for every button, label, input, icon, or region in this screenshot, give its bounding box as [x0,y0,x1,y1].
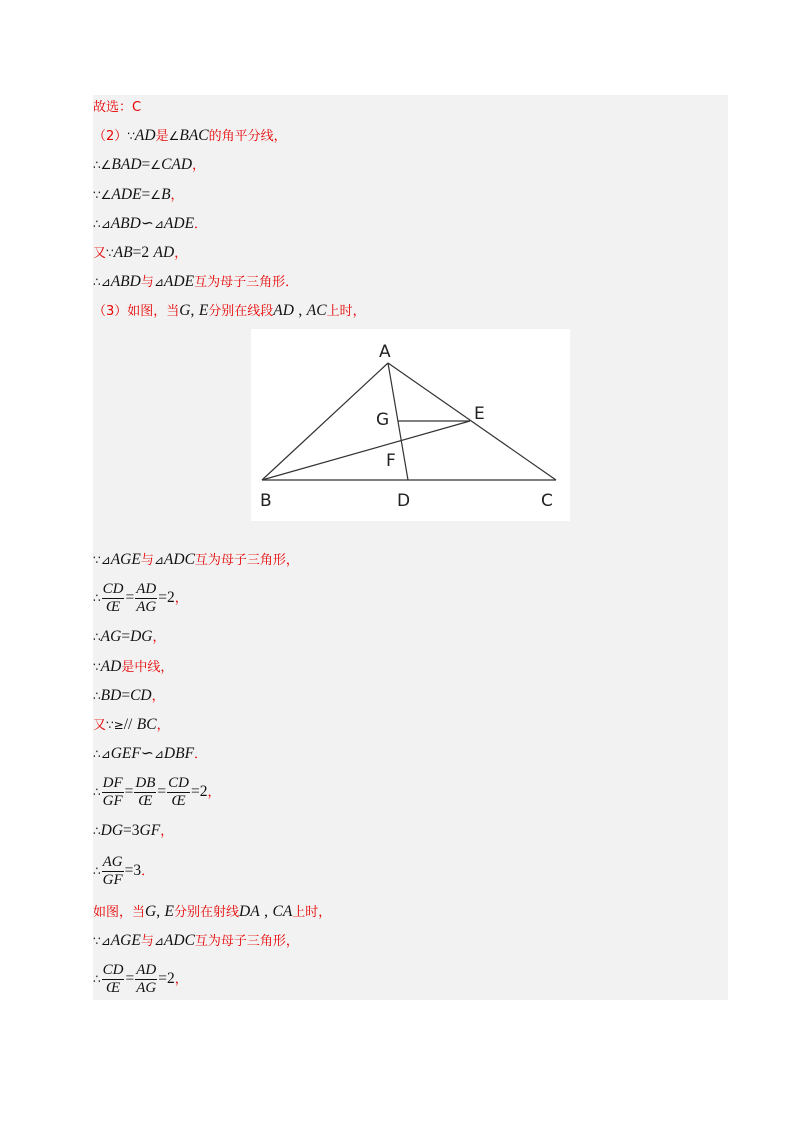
text-fragment: 与 [140,275,154,290]
math-term: GEF [110,745,141,762]
math-term: DBF [163,745,195,762]
proof-line-18 [93,853,154,890]
triangle-symbol: ⊿ [153,747,164,761]
math-term: BAC [179,127,209,144]
text-fragment: 与 [140,553,154,568]
proof-line-17 [93,821,173,842]
math-term: CAD [161,156,193,173]
denominator: AG [136,979,157,996]
proof-line-21 [93,961,188,998]
because-symbol: ∵ [93,188,101,202]
text-fragment: 是中线， [121,660,174,675]
text-fragment: ． [194,217,208,232]
proof-line-5 [93,214,207,235]
text-fragment: ， [152,630,166,645]
math-term: BD [100,687,122,704]
denominator: Œ [171,792,186,809]
math-term: E [164,903,175,920]
fraction [135,962,157,997]
angle-symbol: ∠ [100,188,112,202]
because-symbol: ∵ [93,553,101,567]
because-symbol: ∵ [93,934,101,948]
math-term: ABD [110,273,141,290]
proof-line-8 [93,301,366,322]
triangle-symbol: ⊿ [100,934,111,948]
denominator: Œ [105,979,121,996]
text-fragment: ， [160,824,174,839]
denominator: AG [136,598,157,615]
text-fragment: ， [174,246,188,261]
text-fragment: 的角平分线， [208,129,287,144]
angle-symbol: ∠ [100,158,112,172]
text-fragment: ． [141,864,155,879]
triangle-figure [251,329,570,521]
math-number: =2 [158,970,175,987]
triangle-symbol: ⊿ [153,934,164,948]
similar-symbol: ∽ [140,745,154,762]
label-g: G [376,410,390,430]
math-term: ABD [110,215,141,232]
text-fragment: 互为母子三角形． [194,275,299,290]
math-term: CA [272,903,293,920]
equals-sign: = [121,687,131,704]
fraction [167,775,190,810]
math-term: AD [100,658,122,675]
math-term: BAD [111,156,142,173]
math-number: =2 [190,783,208,800]
therefore-symbol: ∴ [93,972,101,986]
text-fragment: 上时， [292,905,332,920]
text-fragment: ， [207,785,221,800]
math-term: G [179,302,191,319]
numerator: CD [102,961,124,978]
therefore-symbol: ∴ [93,785,101,799]
math-term: AD [273,302,294,319]
text-fragment: 分别在射线 [174,905,240,920]
denominator: GF [102,871,123,888]
proof-line-15 [93,744,207,765]
math-term: AD [134,127,156,144]
text-fragment: ， [151,689,165,704]
text-fragment: ， [174,591,188,606]
math-term: G [145,903,157,920]
math-term: AD [153,244,175,261]
proof-line-13 [93,686,165,707]
equals-sign: = [121,628,131,645]
proof-line-16 [93,774,221,811]
text-fragment: 上时， [326,304,366,319]
comma: , [156,903,161,920]
math-term: AC [306,302,327,319]
text-fragment: ． [194,747,208,762]
denominator: Œ [138,792,153,809]
text-fragment: ， [174,972,188,987]
math-number: =2 [132,244,150,261]
therefore-symbol: ∴ [93,158,101,172]
fraction [102,581,125,616]
math-term: AGE [110,551,141,568]
triangle-symbol: ⊿ [100,553,111,567]
math-number: =2 [158,589,175,606]
proof-line-9 [93,550,299,571]
because-symbol: ∵ [106,246,114,260]
triangle-diagram [251,329,570,521]
equals-sign: = [125,589,135,606]
angle-symbol: ∠ [168,129,180,143]
triangle-symbol: ⊿ [100,747,111,761]
numerator: AG [102,853,123,870]
comma: , [264,903,269,920]
math-term: ADE [111,186,142,203]
therefore-symbol: ∴ [93,824,101,838]
triangle-symbol: ⊿ [100,275,111,289]
because-symbol: ∵ [93,660,101,674]
math-term: ADC [163,551,195,568]
triangle-symbol: ⊿ [100,217,111,231]
text-fragment: 又 [93,246,107,261]
numerator: AD [136,961,157,978]
math-term: ADE [163,215,195,232]
label-a: A [379,342,391,362]
proof-line-20 [93,931,299,952]
text-fragment: ， [170,188,184,203]
math-term: AGE [110,932,141,949]
triangle-symbol: ⊿ [153,275,164,289]
text-fragment: 与 [140,934,154,949]
text-fragment: ， [156,718,170,733]
denominator: GF [102,792,123,809]
denominator: Œ [105,598,121,615]
numerator: AD [136,580,157,597]
math-term: AB [113,244,133,261]
proof-line-11 [93,627,165,648]
label-d: D [397,491,411,511]
label-f: F [386,451,396,471]
equals-sign: = [125,970,135,987]
numerator: DB [135,774,156,791]
equals-sign: = [157,783,167,800]
label-e: E [474,404,485,424]
part-number: （2） [93,129,128,144]
label-c: C [541,491,553,511]
label-b: B [260,491,272,511]
equals-sign: = [124,783,134,800]
triangle-symbol: ⊿ [153,553,164,567]
text-fragment: 如图，当 [93,905,146,920]
proof-line-12 [93,657,173,678]
math-term: ADE [163,273,195,290]
proof-line-4 [93,185,184,206]
math-term: CD [130,687,152,704]
proof-line-14 [93,715,170,736]
text-fragment: 是 [155,129,169,144]
math-term: DA [239,903,260,920]
proof-line-7 [93,272,298,293]
proof-line-3 [93,155,205,176]
math-term: BC [136,716,157,733]
numerator: DF [102,774,123,791]
answer-text: 故选：C [93,100,142,115]
proof-line-2 [93,126,287,147]
text-fragment: （3）如图，当 [93,304,180,319]
math-term: GF [139,822,161,839]
therefore-symbol: ∴ [93,217,101,231]
therefore-symbol: ∴ [93,591,101,605]
parallel-symbol: // [123,716,133,733]
triangle-symbol: ⊿ [153,217,164,231]
text-fragment: 互为母子三角形， [194,934,299,949]
math-term: E [198,302,209,319]
text-fragment: 分别在线段 [208,304,274,319]
proof-line-19 [93,902,331,923]
text-fragment: 又 [93,718,107,733]
angle-symbol: ∠ [150,158,162,172]
numerator: CD [168,774,189,791]
proof-line-10 [93,580,188,617]
because-symbol: ∵ [127,129,135,143]
math-term: AG [100,628,122,645]
text-fragment: 互为母子三角形， [194,553,299,568]
therefore-symbol: ∴ [93,689,101,703]
fraction [102,775,124,810]
answer-line [93,97,141,118]
math-term: DG [130,628,153,645]
fraction [102,962,125,997]
numerator: CD [102,580,124,597]
similar-symbol: ∽ [140,215,154,232]
comma: , [190,302,195,319]
text-fragment: ， [192,158,206,173]
equals-sign: = [141,186,151,203]
therefore-symbol: ∴ [93,747,101,761]
therefore-symbol: ∴ [93,630,101,644]
equals-sign: = [141,156,151,173]
proof-line-6 [93,243,187,264]
math-number: =3 [123,822,140,839]
comma: , [298,302,303,319]
fraction [134,775,156,810]
math-term: B [161,186,171,203]
math-number: =3 [124,862,142,879]
fraction [135,581,157,616]
therefore-symbol: ∴ [93,864,101,878]
math-term: DG [100,822,124,839]
angle-symbol: ∠ [150,188,162,202]
fraction [102,854,124,889]
because-symbol: ∵≥ [106,718,124,732]
math-term: ADC [163,932,195,949]
therefore-symbol: ∴ [93,275,101,289]
